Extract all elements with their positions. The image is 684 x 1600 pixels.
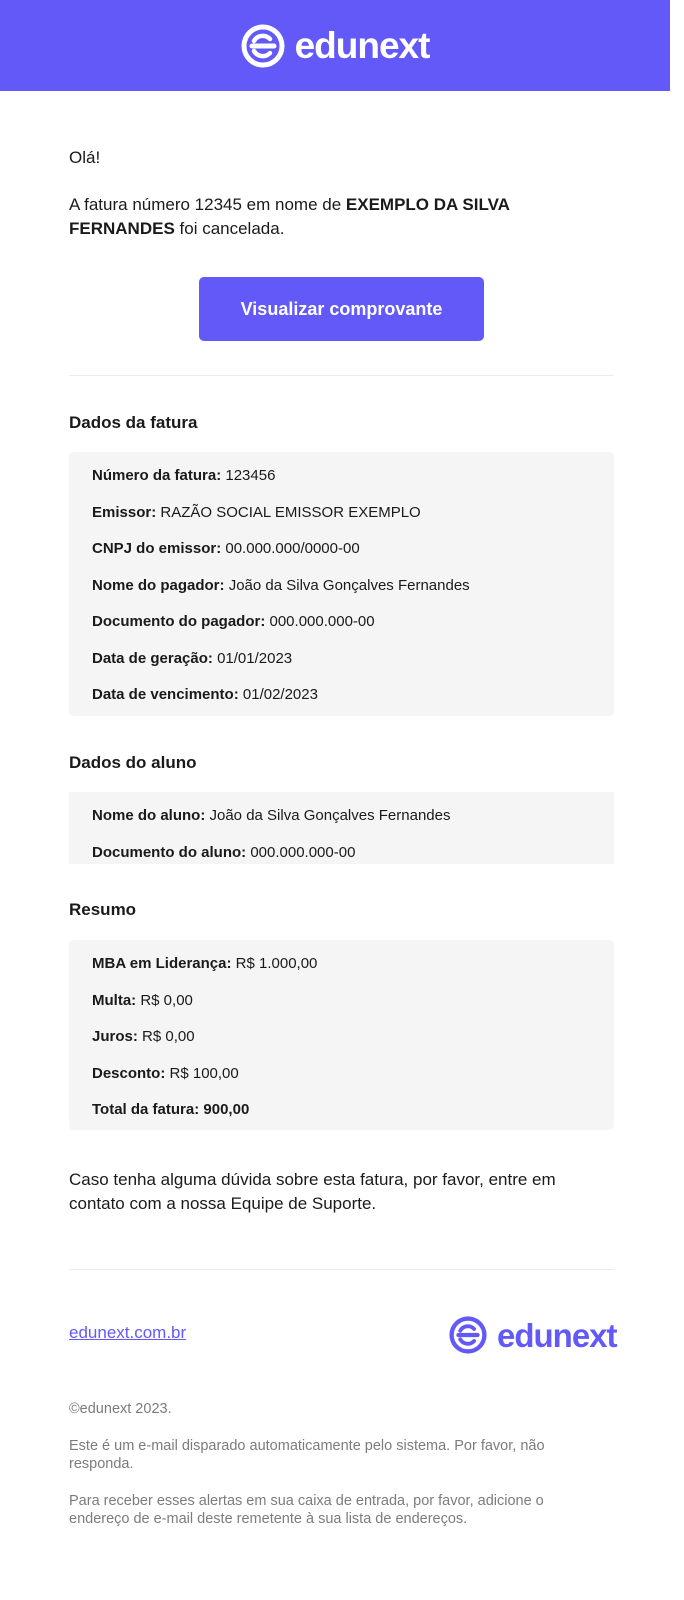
divider <box>69 1269 614 1270</box>
row-value: R$ 0,00 <box>140 991 193 1009</box>
row-value: R$ 0,00 <box>142 1028 195 1045</box>
row-label: Nome do aluno: <box>92 807 206 824</box>
header-logo <box>241 24 430 68</box>
summary-panel <box>69 940 614 1130</box>
copyright: ©edunext 2023. <box>69 1401 172 1417</box>
invoice-row <box>92 466 591 503</box>
address-book-hint: Para receber esses alertas em sua caixa de entrada, por favor, adicione o endereço de e-mail deste remetente à sua lista de endereços. <box>69 1493 544 1527</box>
intro-suffix: foi cancelada. <box>174 219 285 238</box>
intro-text <box>69 193 549 241</box>
summary-total-row <box>92 1100 591 1137</box>
total-label: Total da fatura: <box>92 1101 200 1118</box>
email-header <box>0 0 670 91</box>
student-panel <box>69 792 614 864</box>
row-label: Juros: <box>92 1028 138 1045</box>
student-row <box>92 806 591 843</box>
intro-prefix: A fatura número 12345 em nome de <box>69 195 346 214</box>
row-value: 000.000.000-00 <box>269 613 375 630</box>
row-value: R$ 1.000,00 <box>235 955 318 972</box>
row-label: Data de vencimento: <box>92 686 239 703</box>
row-value: 000.000.000-00 <box>250 843 356 861</box>
row-label: Multa: <box>92 991 137 1009</box>
auto-email-notice: Este é um e-mail disparado automaticamente pelo sistema. Por favor, não responda. <box>69 1438 545 1472</box>
row-label: Desconto: <box>92 1064 166 1082</box>
summary-row <box>92 991 591 1028</box>
row-label: Número da fatura: <box>92 467 222 484</box>
payer-name: EXEMPLO DA SILVA FERNANDES <box>69 195 510 238</box>
total-value: 900,00 <box>203 1101 250 1118</box>
invoice-row <box>92 685 591 722</box>
divider <box>69 375 614 376</box>
row-value: 01/02/2023 <box>242 686 318 703</box>
invoice-row <box>92 576 591 613</box>
footer-brand-name: edunext <box>497 1316 617 1354</box>
row-label: Documento do aluno: <box>92 843 247 861</box>
edunext-logo-icon <box>241 24 285 68</box>
greeting: Olá! <box>69 148 101 167</box>
header-brand-name: edunext <box>294 25 430 66</box>
website-link[interactable]: edunext.com.br <box>69 1323 187 1342</box>
edunext-logo-icon <box>449 1316 487 1354</box>
summary-section-title: Resumo <box>69 900 137 919</box>
summary-row <box>92 1064 591 1101</box>
invoice-panel <box>69 452 614 716</box>
row-value: 00.000.000/0000-00 <box>225 540 360 557</box>
row-label: Nome do pagador: <box>92 576 225 594</box>
invoice-section-title: Dados da fatura <box>69 413 198 432</box>
support-message: Caso tenha alguma dúvida sobre esta fatura, por favor, entre em contato com a nossa Equipe de Suporte. <box>69 1170 556 1213</box>
row-value: João da Silva Gonçalves Fernandes <box>228 576 470 594</box>
row-value: RAZÃO SOCIAL EMISSOR EXEMPLO <box>160 503 421 521</box>
row-label: Emissor: <box>92 503 157 521</box>
row-label: Documento do pagador: <box>92 613 266 630</box>
student-row <box>92 843 591 880</box>
invoice-row <box>92 539 591 576</box>
summary-row <box>92 954 591 991</box>
invoice-row <box>92 503 591 540</box>
row-value: 01/01/2023 <box>217 649 293 667</box>
row-value: João da Silva Gonçalves Fernandes <box>209 807 451 824</box>
row-label: CNPJ do emissor: <box>92 540 222 557</box>
row-value: R$ 100,00 <box>169 1064 239 1082</box>
row-label: MBA em Liderança: <box>92 955 232 972</box>
summary-row <box>92 1027 591 1064</box>
invoice-row <box>92 612 591 649</box>
view-receipt-button[interactable]: Visualizar comprovante <box>199 277 484 341</box>
row-value: 123456 <box>225 467 276 484</box>
row-label: Data de geração: <box>92 649 213 667</box>
invoice-row <box>92 649 591 686</box>
footer-logo <box>449 1316 617 1354</box>
student-section-title: Dados do aluno <box>69 753 197 772</box>
